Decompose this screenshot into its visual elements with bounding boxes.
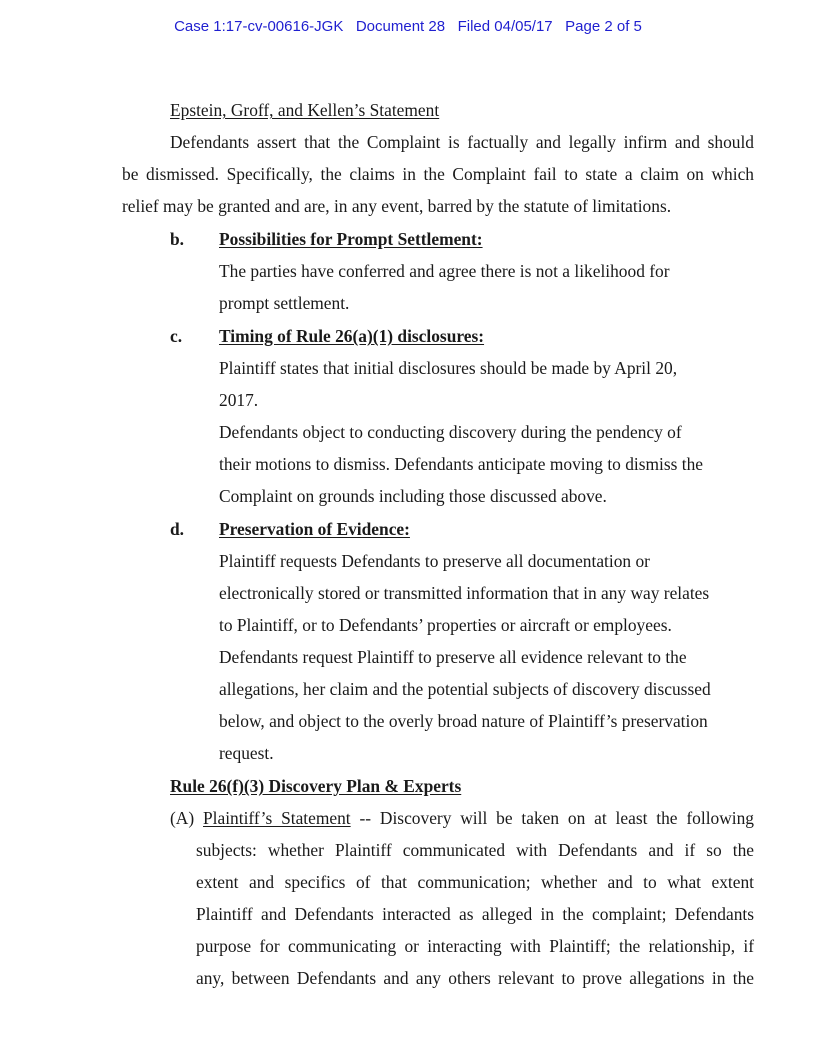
item-d-line-7: request. xyxy=(219,743,274,763)
discovery-a-label: Plaintiff’s Statement xyxy=(203,808,351,828)
item-c-label: c. xyxy=(170,326,183,346)
item-d-line-4: Defendants request Plaintiff to preserve all evidence relevant to the xyxy=(219,647,687,667)
discovery-a-line-6: any, between Defendants and any others relevant to prove allegations in the xyxy=(196,968,754,988)
item-d-line-6: below, and object to the overly broad nature of Plaintiff’s preservation xyxy=(219,711,708,731)
discovery-a-line-2: subjects: whether Plaintiff communicated with Defendants and if so the xyxy=(196,840,754,860)
item-d-line-3: to Plaintiff, or to Defendants’ properties or aircraft or employees. xyxy=(219,615,672,635)
item-d-line-2: electronically stored or transmitted information that in any way relates xyxy=(219,583,710,603)
filed-date: Filed 04/05/17 xyxy=(457,18,553,35)
item-c-line-5: Complaint on grounds including those discussed above. xyxy=(219,486,607,506)
statement-line-1: Defendants assert that the Complaint is factually and legally infirm and should xyxy=(170,132,754,152)
item-d-title: Preservation of Evidence: xyxy=(219,519,410,539)
discovery-a-line-3: extent and specifics of that communication; whether and to what extent xyxy=(196,872,754,892)
discovery-a-line-1 xyxy=(170,808,754,828)
statement-line-2: be dismissed. Specifically, the claims in the Complaint fail to state a claim on which xyxy=(122,164,754,184)
document-number: Document 28 xyxy=(355,18,446,35)
statement-line-3: relief may be granted and are, in any event, barred by the statute of limitations. xyxy=(122,196,672,216)
page-number: Page 2 of 5 xyxy=(565,18,642,35)
case-number: Case 1:17-cv-00616-JGK xyxy=(174,18,344,35)
item-b-line-2: prompt settlement. xyxy=(219,293,350,313)
discovery-a-prefix: (A) xyxy=(170,808,203,828)
item-d-line-5: allegations, her claim and the potential subjects of discovery discussed xyxy=(219,679,711,699)
discovery-a-line-4: Plaintiff and Defendants interacted as alleged in the complaint; Defendants xyxy=(196,904,754,924)
discovery-a-line-5: purpose for communicating or interacting with Plaintiff; the relationship, if xyxy=(196,936,754,956)
discovery-heading: Rule 26(f)(3) Discovery Plan & Experts xyxy=(170,776,462,796)
statement-heading: Epstein, Groff, and Kellen’s Statement xyxy=(170,100,440,120)
item-c-line-3: Defendants object to conducting discovery during the pendency of xyxy=(219,422,682,442)
item-c-title: Timing of Rule 26(a)(1) disclosures: xyxy=(219,326,485,346)
item-c-line-4: their motions to dismiss. Defendants anticipate moving to dismiss the xyxy=(219,454,703,474)
item-c-line-1: Plaintiff states that initial disclosures should be made by April 20, xyxy=(219,358,678,378)
item-d-line-1: Plaintiff requests Defendants to preserve all documentation or xyxy=(219,551,650,571)
item-d-label: d. xyxy=(170,519,185,539)
discovery-a-first-rest: -- Discovery will be taken on at least the following xyxy=(350,808,754,828)
ecf-header xyxy=(0,18,816,35)
item-b-label: b. xyxy=(170,229,185,249)
item-b-title: Possibilities for Prompt Settlement: xyxy=(219,229,483,249)
item-c-line-2: 2017. xyxy=(219,390,259,410)
item-b-line-1: The parties have conferred and agree there is not a likelihood for xyxy=(219,261,670,281)
